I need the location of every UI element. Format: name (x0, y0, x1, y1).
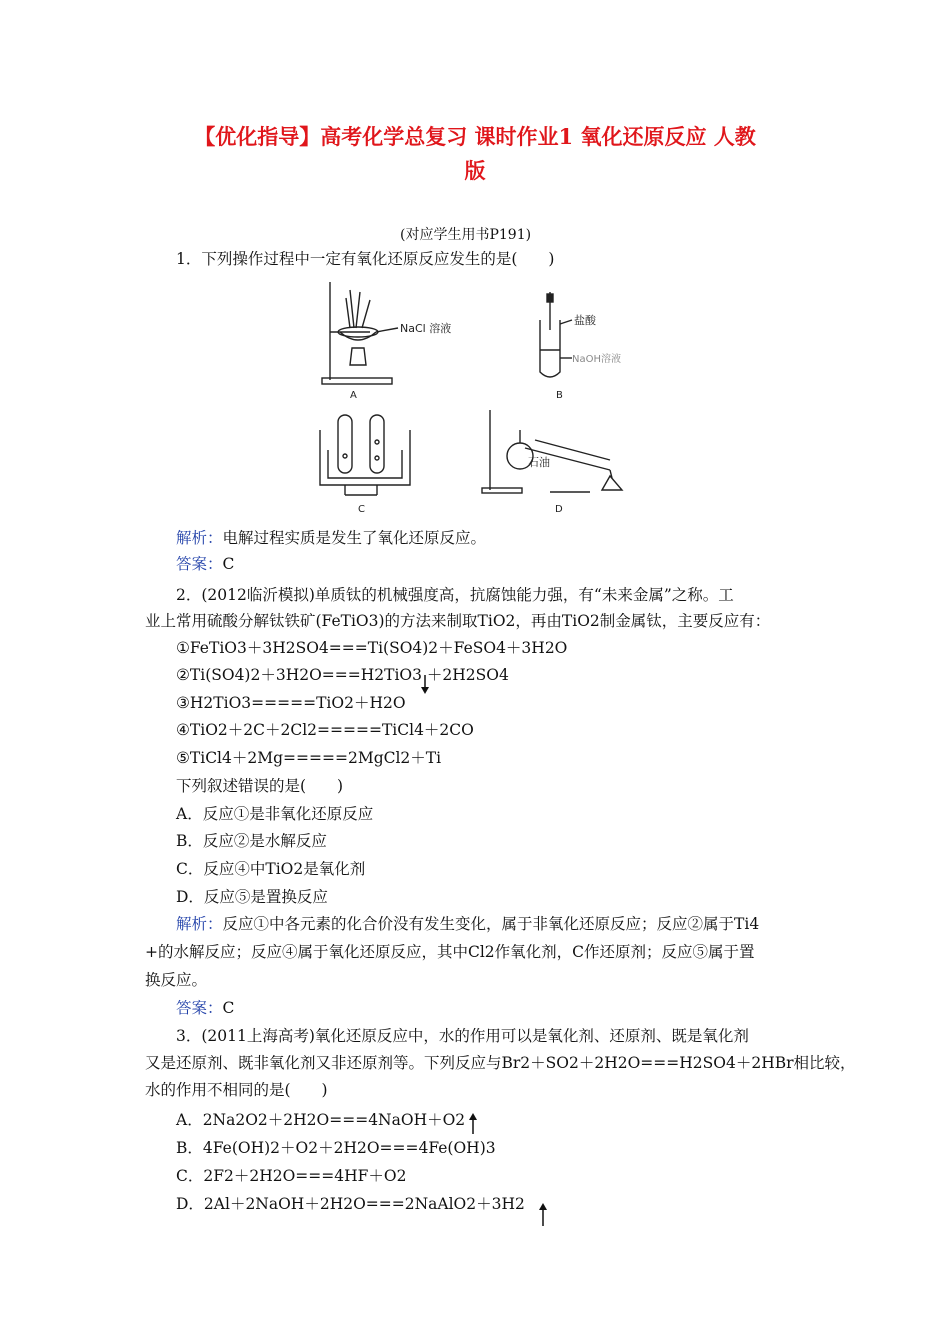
q2-analysis-2: +的水解反应；反应④属于氧化还原反应，其中Cl2作氧化剂，C作还原剂；反应⑤属于置 (145, 943, 755, 961)
q2-reaction-2: ②Ti(SO4)2＋3H2O===H2TiO3 ＋2H2SO4 (176, 666, 509, 684)
q2-option-a: A．反应①是非氧化还原反应 (176, 805, 374, 823)
label-b-base: NaOH溶液 (572, 354, 621, 365)
q2-stem-1: 2．(2012临沂模拟)单质钛的机械强度高，抗腐蚀能力强，有“未来金属”之称。工 (176, 586, 734, 604)
q2-answer-label: 答案： (176, 999, 223, 1017)
source-note: (对应学生用书P191) (400, 227, 532, 243)
q1-analysis-label: 解析： (176, 529, 223, 547)
up-arrow-icon (466, 1112, 480, 1134)
q3-stem-1: 3．(2011上海高考)氧化还原反应中，水的作用可以是氧化剂、还原剂、既是氧化剂 (176, 1027, 749, 1045)
apparatus-b (540, 292, 572, 377)
label-d-oil: 石油 (528, 456, 550, 469)
label-b-acid: 盐酸 (574, 314, 596, 327)
q3-option-d: D．2Al＋2NaOH＋2H2O===2NaAlO2＋3H2 (176, 1195, 525, 1213)
q3-stem-3: 水的作用不相同的是( ) (145, 1081, 328, 1099)
apparatus-a (322, 282, 398, 384)
q2-question: 下列叙述错误的是( ) (176, 777, 344, 795)
letter-c: C (358, 504, 365, 515)
title-line-2: 版 (464, 158, 486, 183)
down-arrow-icon (418, 675, 432, 695)
q2-reaction-1: ①FeTiO3＋3H2SO4===Ti(SO4)2＋FeSO4＋3H2O (176, 639, 568, 657)
q2-reaction-5: ⑤TiCl4＋2Mg=====2MgCl2＋Ti (176, 749, 442, 767)
q2-answer-value: C (222, 999, 235, 1017)
q1-answer (176, 553, 234, 575)
q1-analysis-text: 电解过程实质是发生了氧化还原反应。 (222, 529, 487, 547)
page-title (145, 120, 805, 188)
label-a-nacl: NaCl 溶液 (400, 322, 452, 335)
up-arrow-icon (536, 1202, 550, 1226)
q2-option-b: B．反应②是水解反应 (176, 832, 327, 850)
q3-option-b: B．4Fe(OH)2＋O2＋2H2O===4Fe(OH)3 (176, 1139, 496, 1157)
letter-b: B (556, 390, 563, 401)
title-line-1: 【优化指导】高考化学总复习 课时作业1 氧化还原反应 人教 (194, 124, 756, 149)
q2-answer (176, 997, 234, 1019)
q2-option-d: D．反应⑤是置换反应 (176, 888, 328, 906)
q2-stem-2: 业上常用硫酸分解钛铁矿(FeTiO3)的方法来制取TiO2，再由TiO2制金属钛，主要反应有： (145, 612, 771, 630)
q2-reaction-4: ④TiO2＋2C＋2Cl2=====TiCl4＋2CO (176, 721, 474, 739)
q1-apparatus-figure (310, 280, 650, 520)
q1-stem: 1．下列操作过程中一定有氧化还原反应发生的是( ) (176, 250, 555, 268)
q1-answer-value: C (222, 555, 235, 573)
q3-option-a: A．2Na2O2＋2H2O===4NaOH＋O2 (176, 1111, 466, 1129)
letter-d: D (555, 504, 563, 515)
q2-analysis-3: 换反应。 (145, 971, 208, 989)
q3-stem-2: 又是还原剂、既非氧化剂又非还原剂等。下列反应与Br2＋SO2＋2H2O===H2SO4＋2HBr相比较， (145, 1054, 856, 1072)
q1-analysis (176, 527, 486, 549)
q2-analysis (176, 913, 759, 935)
q1-answer-label: 答案： (176, 555, 223, 573)
q3-option-c: C．2F2＋2H2O===4HF＋O2 (176, 1167, 407, 1185)
q2-option-c: C．反应④中TiO2是氧化剂 (176, 860, 366, 878)
q2-reaction-3: ③H2TiO3=====TiO2＋H2O (176, 694, 406, 712)
apparatus-d (482, 410, 622, 493)
letter-a: A (350, 390, 357, 401)
q2-analysis-label: 解析： (176, 915, 223, 933)
q2-analysis-1: 反应①中各元素的化合价没有发生变化，属于非氧化还原反应；反应②属于Ti4 (222, 915, 760, 933)
apparatus-c (320, 415, 410, 495)
